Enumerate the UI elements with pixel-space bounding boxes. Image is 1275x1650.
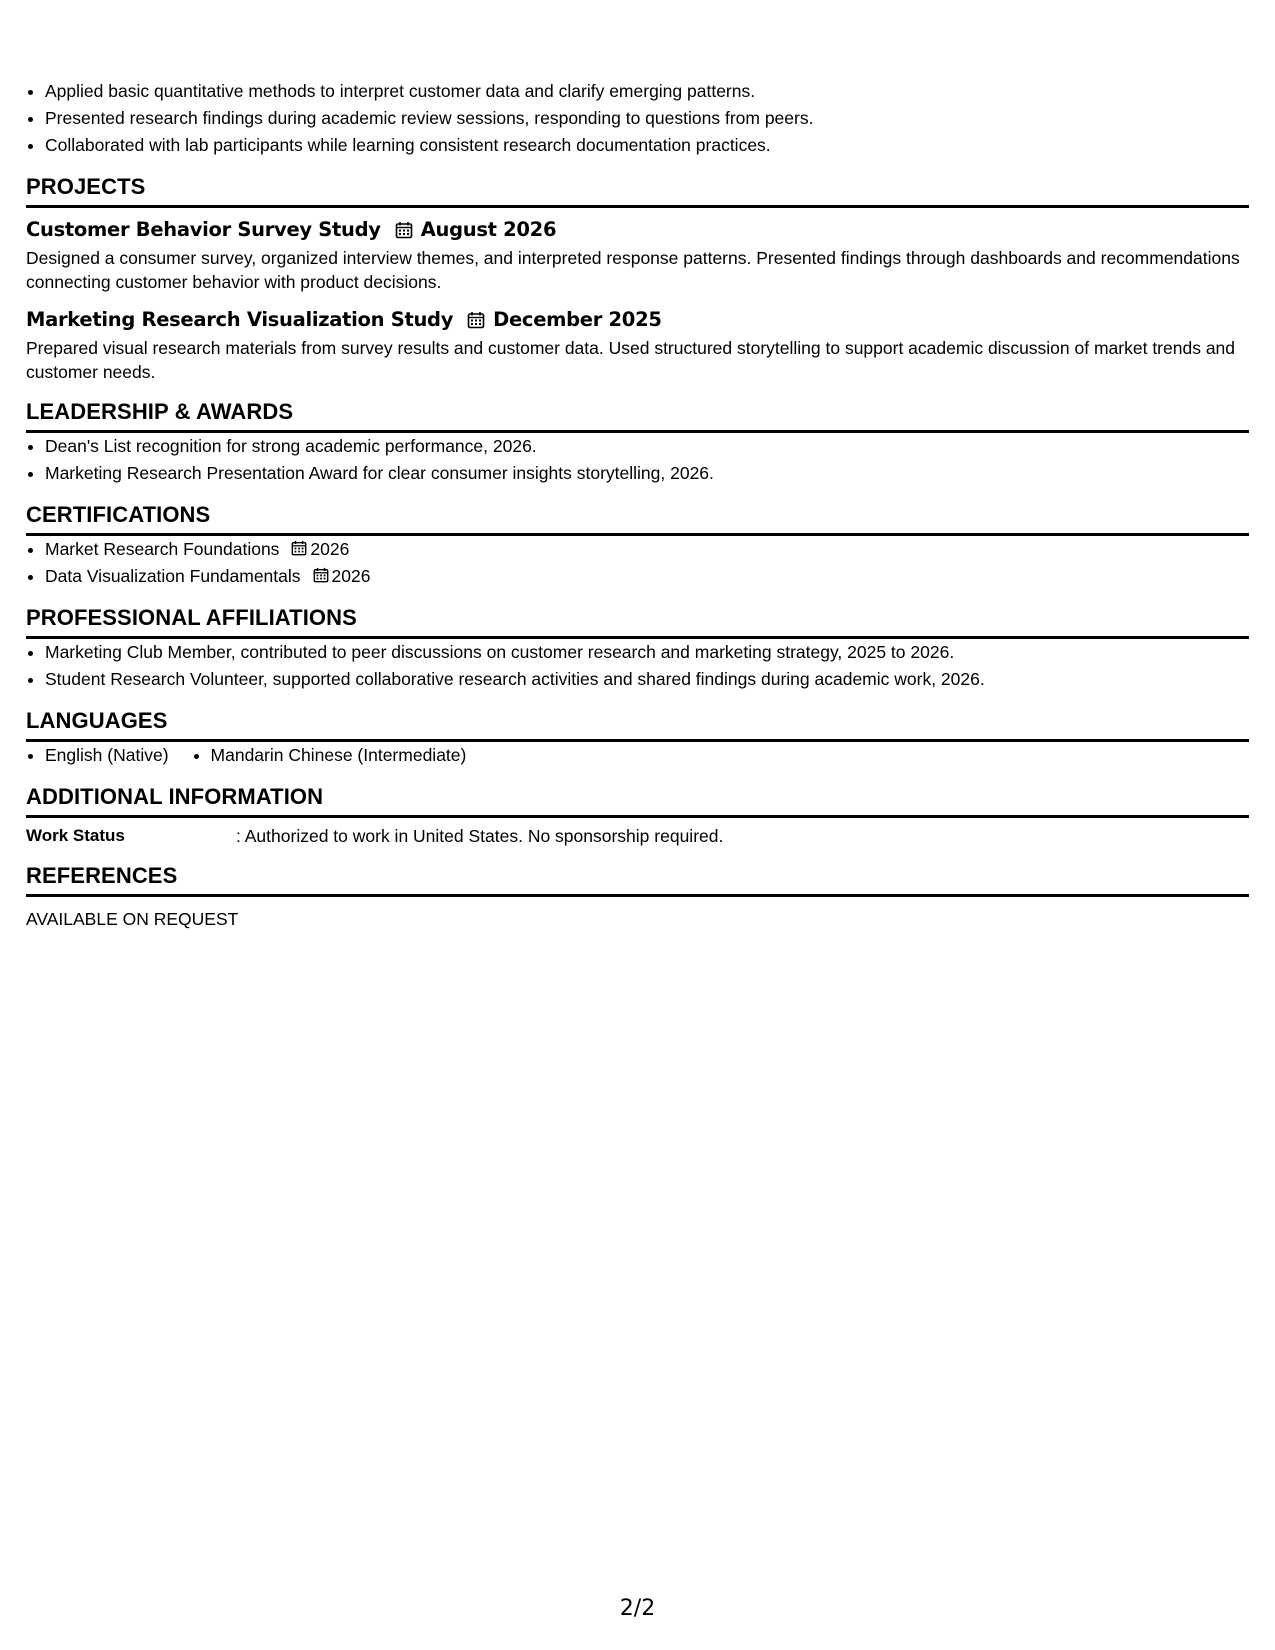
languages-list: [26, 742, 1249, 769]
list-item: • Applied basic quantitative methods to interpret customer data and clarify emerging patterns.: [45, 78, 1249, 105]
certification-name: Data Visualization Fundamentals: [45, 566, 301, 586]
project-date: August 2026: [420, 218, 557, 241]
certification-year: 2026: [310, 539, 350, 559]
calendar-icon: [291, 540, 307, 556]
section-title: PROJECTS: [26, 173, 1249, 208]
list-item: [45, 563, 1249, 590]
section-title: REFERENCES: [26, 862, 1249, 897]
list-item: • Marketing Club Member, contributed to peer discussions on customer research and marketing strategy, 2025 to 2026.: [45, 639, 1249, 666]
section-title: CERTIFICATIONS: [26, 501, 1249, 536]
list-item: • Student Research Volunteer, supported collaborative research activities and shared findings during academic work, 2026.: [45, 666, 1249, 693]
page-number: 2/2: [619, 1596, 656, 1621]
certifications-list: [26, 536, 1249, 590]
leadership-list: [26, 433, 1249, 487]
affiliations-section: [26, 604, 1249, 693]
certification-year: 2026: [331, 566, 371, 586]
additional-info-section: [26, 783, 1249, 848]
list-item: [45, 536, 1249, 563]
calendar-icon: [467, 311, 485, 329]
leadership-section: [26, 398, 1249, 487]
section-title: PROFESSIONAL AFFILIATIONS: [26, 604, 1249, 639]
section-title: LEADERSHIP & AWARDS: [26, 398, 1249, 433]
project-item: [26, 306, 1249, 384]
certification-name: Market Research Foundations: [45, 539, 280, 559]
affiliations-list: [26, 639, 1249, 693]
experience-bullets: [26, 78, 1249, 159]
work-status-row: [26, 824, 1249, 848]
project-name: Marketing Research Visualization Study: [26, 308, 454, 331]
calendar-icon: [313, 567, 329, 583]
references-text: AVAILABLE ON REQUEST: [26, 909, 239, 929]
section-title: LANGUAGES: [26, 707, 1249, 742]
section-title: ADDITIONAL INFORMATION: [26, 783, 1249, 818]
languages-section: [26, 707, 1249, 769]
project-date: December 2025: [493, 308, 662, 331]
list-item: • Collaborated with lab participants while learning consistent research documentation practices.: [45, 132, 1249, 159]
list-item: • Mandarin Chinese (Intermediate): [211, 742, 467, 769]
references-section: [26, 862, 1249, 931]
work-status-value: : Authorized to work in United States. No sponsorship required.: [236, 826, 724, 846]
projects-section: [26, 173, 1249, 384]
calendar-icon: [395, 221, 413, 239]
list-item: • Presented research findings during academic review sessions, responding to questions from peers.: [45, 105, 1249, 132]
certifications-section: [26, 501, 1249, 590]
project-item: [26, 216, 1249, 294]
list-item: • English (Native): [45, 742, 169, 769]
project-description: Prepared visual research materials from survey results and customer data. Used structured storytelling to support academic discussion of market trends and customer needs.: [26, 338, 1236, 382]
resume-page: [26, 78, 1249, 931]
work-status-label: Work Status: [26, 826, 125, 845]
project-name: Customer Behavior Survey Study: [26, 218, 381, 241]
project-description: Designed a consumer survey, organized interview themes, and interpreted response patterns. Presented findings through dashboards and recommendations connecting customer behavior with product decisions.: [26, 248, 1240, 292]
list-item: • Marketing Research Presentation Award for clear consumer insights storytelling, 2026.: [45, 460, 1249, 487]
list-item: • Dean's List recognition for strong academic performance, 2026.: [45, 433, 1249, 460]
